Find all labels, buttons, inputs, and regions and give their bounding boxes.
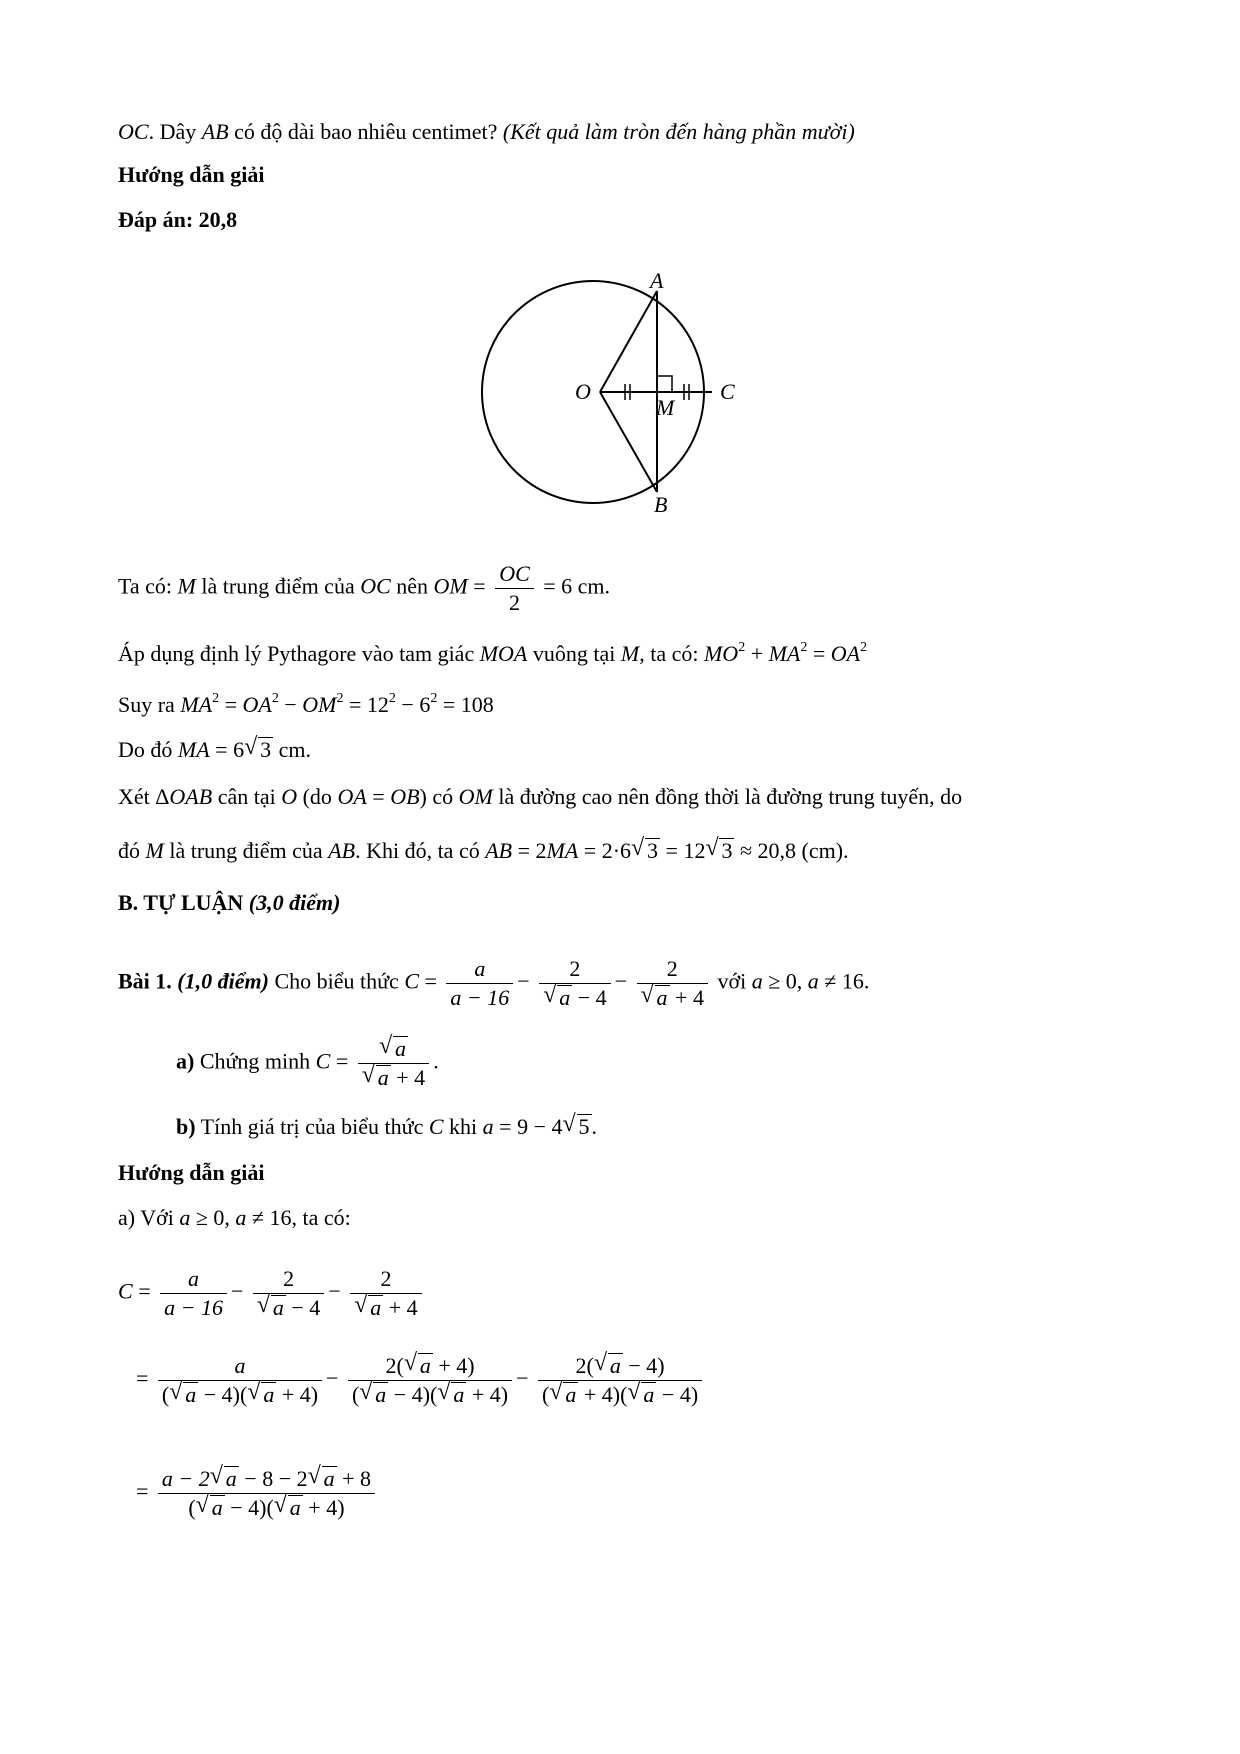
radicand: a	[375, 1382, 387, 1407]
text: = 2	[512, 838, 547, 863]
text: Bài 1.	[118, 968, 178, 994]
square-root	[246, 735, 273, 765]
text: a	[751, 968, 763, 994]
label-o: O	[575, 379, 591, 404]
fraction	[158, 1352, 322, 1409]
minus: −	[517, 968, 530, 994]
text: = 6 cm.	[537, 573, 611, 599]
text: + 8	[336, 1466, 372, 1491]
minus: −	[516, 1365, 529, 1391]
exponent: 2	[271, 691, 279, 706]
text: ≈ 20,8 (cm).	[734, 838, 849, 863]
text: + 4)	[466, 1382, 509, 1407]
denominator: 2	[508, 590, 520, 615]
square-root	[596, 1352, 623, 1380]
numerator	[358, 1035, 429, 1064]
denominator: a − 16	[164, 1295, 223, 1320]
exponent: 2	[860, 640, 868, 655]
text: − 4)(	[198, 1382, 248, 1407]
text: a	[482, 1114, 494, 1139]
denominator: (√ a − 4)(√ a + 4)	[158, 1381, 322, 1409]
radicand: 3	[721, 838, 733, 863]
text: + 4)	[432, 1353, 475, 1378]
square-root	[629, 1381, 656, 1409]
text: = 12	[343, 692, 389, 717]
fraction	[350, 1265, 421, 1322]
text: Áp dụng định lý Pythagore vào tam giác	[118, 641, 480, 666]
line-khi-do	[118, 836, 849, 866]
text: là trung điểm của	[163, 838, 329, 863]
line-xet	[118, 782, 962, 812]
text: OC	[360, 573, 391, 599]
text: OM	[302, 692, 337, 717]
line-pythagore	[118, 633, 867, 669]
square-root	[439, 1381, 466, 1409]
segment-oa	[600, 291, 657, 392]
text: + 4	[383, 1295, 418, 1320]
text: −	[278, 692, 303, 717]
radicand: a	[377, 1065, 389, 1090]
equation-2	[136, 1352, 706, 1409]
radicand: a	[225, 1466, 237, 1491]
denominator: (√ a − 4)(√ a + 4)	[158, 1494, 375, 1522]
equation-3	[136, 1465, 379, 1522]
radicand: a	[370, 1295, 382, 1320]
numerator: 2	[350, 1265, 421, 1294]
text: OAB	[169, 784, 213, 809]
text: MA	[546, 838, 579, 863]
text: − 4	[572, 985, 607, 1010]
text: vuông tại	[527, 641, 621, 666]
square-root	[276, 1494, 303, 1522]
square-root	[551, 1381, 578, 1409]
text: =	[807, 641, 831, 666]
section-heading	[118, 888, 340, 918]
right-angle-mark	[657, 376, 672, 392]
denominator: (√ a − 4)(√ a + 4)	[348, 1381, 512, 1409]
text: AB	[328, 838, 356, 863]
label-a: A	[650, 270, 664, 293]
fraction	[348, 1352, 512, 1409]
numerator: a	[160, 1265, 227, 1294]
radicand: a	[559, 985, 571, 1010]
radicand: a	[323, 1466, 335, 1491]
text: có độ dài bao nhiêu centimet?	[228, 119, 503, 144]
text: AB	[201, 119, 229, 144]
label-c: C	[720, 379, 735, 404]
denominator	[539, 984, 610, 1012]
radicand: a	[289, 1495, 301, 1520]
square-root	[364, 1064, 391, 1092]
text: + 4	[669, 985, 704, 1010]
minus: −	[614, 968, 628, 994]
text: C	[404, 968, 419, 994]
equals: =	[136, 1365, 149, 1391]
fraction	[539, 955, 610, 1012]
text: với	[717, 968, 752, 994]
segment-ob	[600, 392, 657, 492]
rounding-note: (Kết quả làm tròn đến hàng phần mười)	[502, 119, 855, 144]
denominator	[358, 1064, 429, 1092]
numerator	[348, 1352, 512, 1381]
text: + 4)(	[578, 1382, 628, 1407]
fraction	[538, 1352, 702, 1409]
text: C	[118, 1278, 133, 1304]
text: 2(	[575, 1353, 594, 1378]
text: MO	[703, 641, 739, 666]
text: − 6	[395, 692, 431, 717]
text: (do	[297, 784, 338, 809]
text: = 108	[437, 692, 494, 717]
text: . Dây	[148, 119, 202, 144]
text: là trung điểm của	[195, 573, 361, 599]
square-root	[249, 1381, 276, 1409]
text: cân tại	[212, 784, 282, 809]
text: OA	[242, 692, 272, 717]
text: AB	[485, 838, 513, 863]
numerator: 2	[253, 1265, 324, 1294]
numerator: a	[158, 1352, 322, 1381]
text: a	[235, 1205, 247, 1230]
square-root	[171, 1381, 198, 1409]
text: Xét Δ	[118, 784, 170, 809]
text: − 4)	[656, 1382, 699, 1407]
text: − 4	[285, 1295, 321, 1320]
numerator	[158, 1465, 375, 1494]
text: .	[433, 1048, 439, 1074]
text: OA	[337, 784, 367, 809]
minus: −	[328, 1278, 341, 1304]
equals: =	[136, 1478, 149, 1504]
radicand: a	[211, 1495, 223, 1520]
text: đó	[118, 838, 146, 863]
text: ≠ 16.	[818, 968, 870, 994]
square-root	[198, 1494, 225, 1522]
square-root	[381, 1035, 408, 1063]
question-tail	[118, 117, 855, 147]
label: b)	[176, 1114, 196, 1139]
numerator: OC	[495, 560, 534, 589]
square-root	[406, 1352, 433, 1380]
radicand: a	[185, 1382, 197, 1407]
text: = 6	[209, 737, 245, 762]
exponent: 2	[336, 691, 344, 706]
text: a − 2	[161, 1466, 210, 1491]
radicand: a	[643, 1382, 655, 1407]
text: ≥ 0,	[762, 968, 808, 994]
text: OM	[458, 784, 493, 809]
problem-1	[118, 955, 869, 1012]
label-m: M	[656, 395, 675, 420]
solution-heading: Hướng dẫn giải	[118, 1160, 265, 1185]
square-root	[361, 1381, 388, 1409]
line-do-do	[118, 735, 311, 765]
radicand: a	[263, 1382, 275, 1407]
exponent: 2	[800, 640, 808, 655]
text: OB	[390, 784, 420, 809]
text: .	[591, 1114, 597, 1139]
radicand: a	[609, 1353, 621, 1378]
text: B. TỰ LUẬN	[118, 890, 249, 915]
fraction	[446, 955, 513, 1012]
text: Suy ra	[118, 692, 181, 717]
denominator	[350, 1294, 421, 1322]
text: MOA	[479, 641, 528, 666]
text: Cho biểu thức	[268, 968, 405, 994]
label-b: B	[654, 492, 668, 517]
text: M	[145, 838, 164, 863]
text: =	[219, 692, 243, 717]
square-root	[643, 984, 670, 1012]
radicand: 3	[260, 737, 272, 762]
text: ) có	[419, 784, 459, 809]
fraction	[495, 560, 534, 617]
text: M	[620, 641, 640, 666]
text: (1,0 điểm)	[177, 968, 269, 994]
text: = 9 − 4	[493, 1114, 563, 1139]
text: − 4)(	[388, 1382, 438, 1407]
radicand: 5	[578, 1114, 590, 1139]
text: + 4)	[276, 1382, 319, 1407]
exponent: 2	[738, 640, 746, 655]
text: =	[419, 968, 443, 994]
square-root	[633, 836, 660, 866]
numerator	[538, 1352, 702, 1381]
text: MA	[180, 692, 213, 717]
fraction	[358, 1035, 429, 1092]
denominator	[253, 1294, 324, 1322]
text: − 8 − 2	[238, 1466, 308, 1491]
text: =	[132, 1278, 157, 1304]
solution-heading: Hướng dẫn giải	[118, 162, 265, 187]
fraction	[637, 955, 708, 1012]
part-b	[176, 1112, 597, 1142]
text: OC	[118, 119, 149, 144]
line-midpoint	[118, 560, 610, 617]
text: C	[428, 1114, 444, 1139]
text: − 4)(	[224, 1495, 274, 1520]
text: cm.	[273, 737, 311, 762]
square-root	[259, 1294, 286, 1322]
text: khi	[443, 1114, 483, 1139]
part-a	[176, 1035, 439, 1092]
exponent: 2	[388, 691, 396, 706]
text: ≠ 16, ta có:	[246, 1205, 351, 1230]
text: Do đó	[118, 737, 178, 762]
square-root	[565, 1112, 592, 1142]
text: − 4)	[622, 1353, 665, 1378]
text: a	[179, 1205, 191, 1230]
square-root	[707, 836, 734, 866]
text: Tính giá trị của biểu thức	[195, 1114, 429, 1139]
numerator: a	[446, 955, 513, 984]
minus: −	[326, 1365, 339, 1391]
radicand: a	[272, 1295, 284, 1320]
text: . Khi đó, ta có	[355, 838, 486, 863]
fraction	[253, 1265, 324, 1322]
text: =	[366, 784, 391, 809]
solution-start	[118, 1203, 351, 1233]
text: Ta có:	[118, 573, 178, 599]
text: C	[315, 1048, 331, 1074]
label: a)	[176, 1048, 195, 1074]
exponent: 2	[430, 691, 438, 706]
line-suy-ra	[118, 684, 494, 720]
equation-1	[118, 1265, 426, 1322]
numerator: 2	[637, 955, 708, 984]
text: MA	[768, 641, 801, 666]
text: + 4)	[302, 1495, 345, 1520]
minus: −	[230, 1278, 244, 1304]
text: OA	[830, 641, 861, 666]
text: MA	[177, 737, 210, 762]
text: =	[467, 573, 492, 599]
denominator	[637, 984, 708, 1012]
fraction	[158, 1465, 375, 1522]
text: + 4	[390, 1065, 426, 1090]
square-root	[545, 984, 572, 1012]
fraction	[160, 1265, 227, 1322]
text: 2(	[385, 1353, 404, 1378]
radicand: a	[453, 1382, 465, 1407]
text: a	[807, 968, 819, 994]
radicand: 3	[647, 838, 659, 863]
text: +	[745, 641, 769, 666]
square-root	[356, 1294, 383, 1322]
exponent: 2	[212, 691, 220, 706]
square-root	[310, 1465, 337, 1493]
answer-line: Đáp án: 20,8	[118, 207, 238, 232]
text: nên	[390, 573, 434, 599]
radicand: a	[565, 1382, 577, 1407]
text: O	[281, 784, 298, 809]
square-root	[212, 1465, 239, 1493]
radicand: a	[419, 1353, 431, 1378]
denominator: a − 16	[450, 985, 510, 1010]
text: Chứng minh	[194, 1048, 316, 1074]
text: (3,0 điểm)	[248, 890, 341, 915]
numerator: 2	[539, 955, 610, 984]
radicand: a	[394, 1036, 406, 1061]
text: = 12	[660, 838, 706, 863]
text: OM	[433, 573, 468, 599]
text: =	[330, 1048, 354, 1074]
text: M	[177, 573, 196, 599]
circle-figure	[470, 270, 770, 530]
text: = 2·6	[578, 838, 632, 863]
denominator: (√ a + 4)(√ a − 4)	[538, 1381, 702, 1409]
text: ≥ 0,	[190, 1205, 236, 1230]
text: , ta có:	[639, 641, 704, 666]
radicand: a	[656, 985, 668, 1010]
text: a) Với	[118, 1205, 180, 1230]
text: là đường cao nên đồng thời là đường trung tuyến, do	[492, 784, 963, 809]
